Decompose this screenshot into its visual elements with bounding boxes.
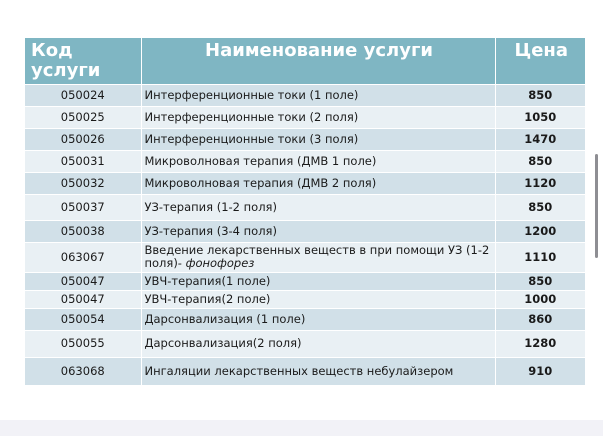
service-code: 050037 xyxy=(25,194,141,220)
table-row xyxy=(25,308,585,330)
service-price: 1120 xyxy=(495,172,585,194)
table-row xyxy=(25,128,585,150)
service-name: Интерференционные токи (2 поля) xyxy=(141,106,495,128)
table-row xyxy=(25,194,585,220)
service-code: 050047 xyxy=(25,290,141,308)
service-code: 050031 xyxy=(25,150,141,172)
service-price: 1470 xyxy=(495,128,585,150)
service-name: УЗ-терапия (1-2 поля) xyxy=(141,194,495,220)
service-name: Интерференционные токи (1 поле) xyxy=(141,84,495,106)
service-price: 850 xyxy=(495,194,585,220)
service-code: 050024 xyxy=(25,84,141,106)
service-name: Дарсонвализация (1 поле) xyxy=(141,308,495,330)
service-price: 1200 xyxy=(495,220,585,242)
service-price: 1110 xyxy=(495,242,585,272)
service-name: Ингаляции лекарственных веществ небулайзером xyxy=(141,357,495,385)
service-name-text: Введение лекарственных веществ в при помощи УЗ (1-2 поля)- xyxy=(144,243,490,270)
service-name: Микроволновая терапия (ДМВ 1 поле) xyxy=(141,150,495,172)
service-price: 850 xyxy=(495,150,585,172)
service-code: 050055 xyxy=(25,330,141,357)
service-code: 050032 xyxy=(25,172,141,194)
service-code: 050026 xyxy=(25,128,141,150)
header-price: Цена xyxy=(495,38,585,84)
bottom-bar xyxy=(0,420,603,436)
service-price: 1000 xyxy=(495,290,585,308)
table-header-row xyxy=(25,38,585,84)
table-row xyxy=(25,290,585,308)
price-table xyxy=(25,38,585,386)
service-price: 850 xyxy=(495,272,585,290)
service-name-italic: фонофорез xyxy=(181,256,255,270)
table-row xyxy=(25,242,585,272)
table-row xyxy=(25,220,585,242)
service-name: УВЧ-терапия(1 поле) xyxy=(141,272,495,290)
header-code: Код услуги xyxy=(25,38,141,84)
service-price: 850 xyxy=(495,84,585,106)
table-row xyxy=(25,172,585,194)
service-price: 860 xyxy=(495,308,585,330)
service-name: Интерференционные токи (3 поля) xyxy=(141,128,495,150)
service-price: 910 xyxy=(495,357,585,385)
service-name xyxy=(141,242,495,272)
table-row xyxy=(25,84,585,106)
table-row xyxy=(25,106,585,128)
table-row xyxy=(25,330,585,357)
service-name: Микроволновая терапия (ДМВ 2 поля) xyxy=(141,172,495,194)
vertical-scrollbar[interactable] xyxy=(595,154,598,258)
service-code: 050047 xyxy=(25,272,141,290)
service-name: УЗ-терапия (3-4 поля) xyxy=(141,220,495,242)
table-row xyxy=(25,272,585,290)
service-code: 063067 xyxy=(25,242,141,272)
header-name: Наименование услуги xyxy=(141,38,495,84)
service-code: 050054 xyxy=(25,308,141,330)
service-code: 063068 xyxy=(25,357,141,385)
table-row xyxy=(25,150,585,172)
service-name: Дарсонвализация(2 поля) xyxy=(141,330,495,357)
table-row xyxy=(25,357,585,385)
service-price: 1050 xyxy=(495,106,585,128)
service-price: 1280 xyxy=(495,330,585,357)
service-code: 050038 xyxy=(25,220,141,242)
service-name: УВЧ-терапия(2 поле) xyxy=(141,290,495,308)
service-code: 050025 xyxy=(25,106,141,128)
